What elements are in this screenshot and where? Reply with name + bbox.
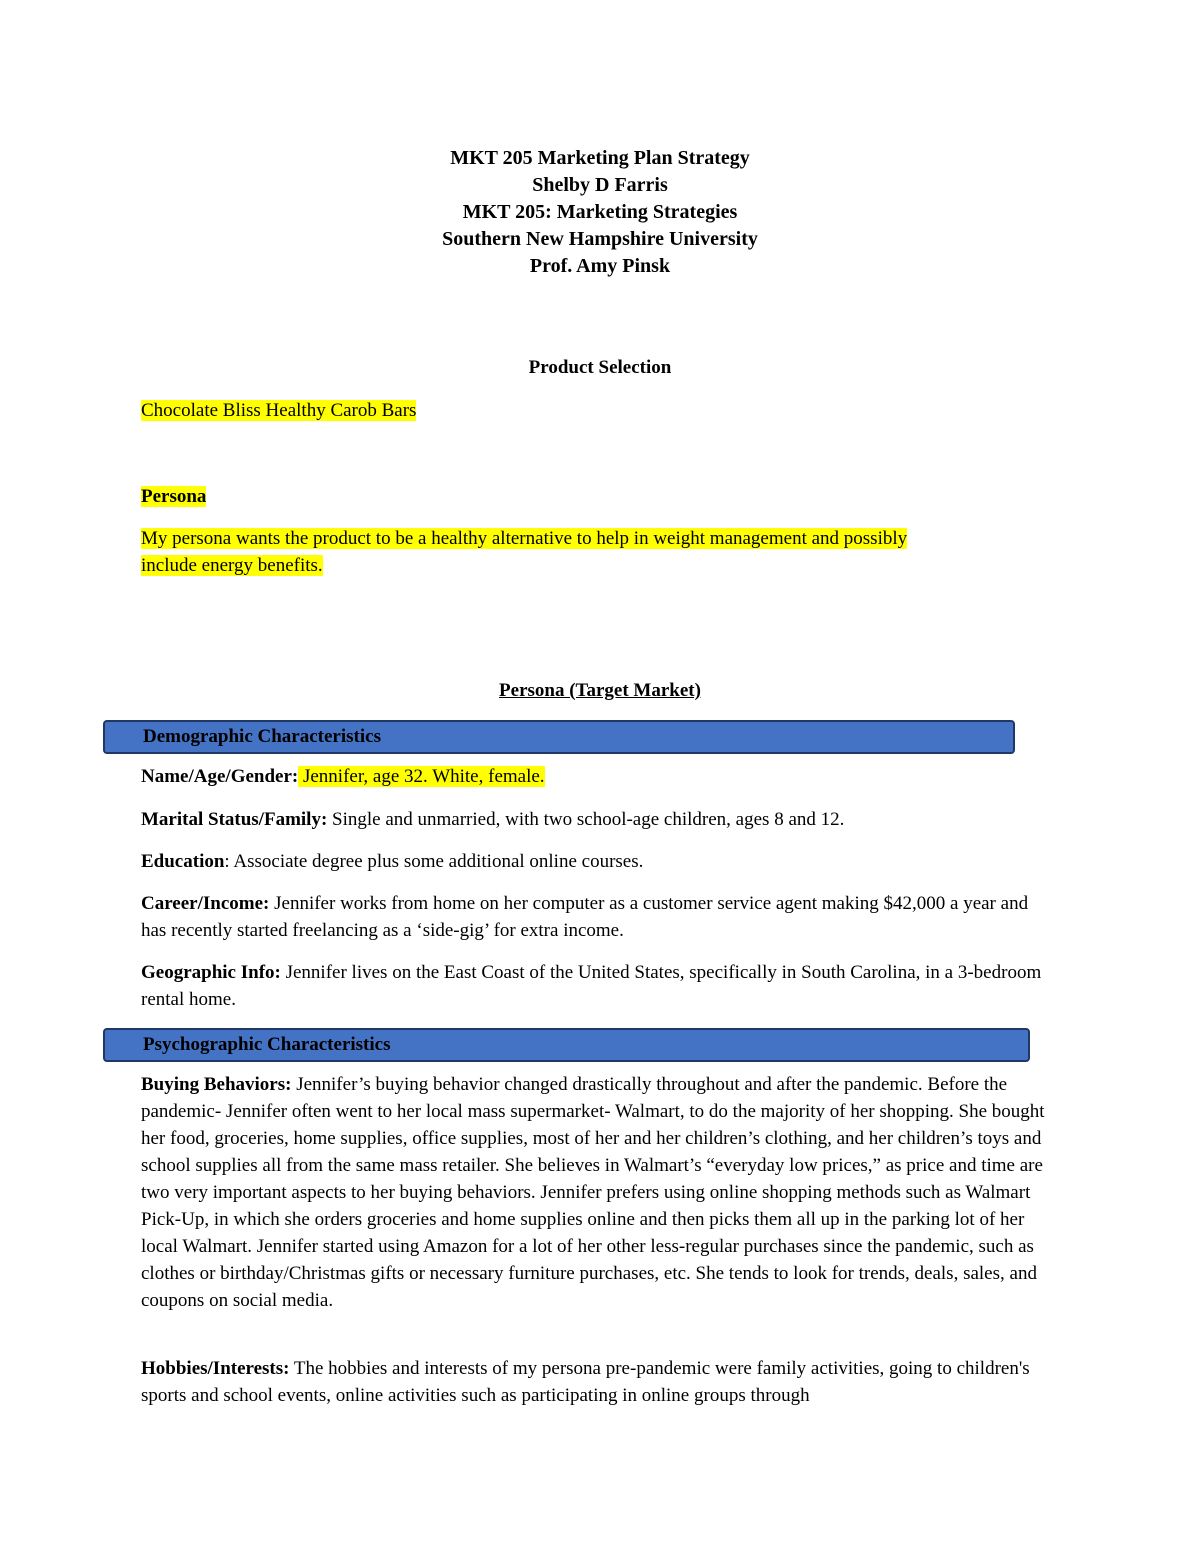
career-value: Jennifer works from home on her computer as a customer service agent making $42,000 a year and has recently started freelancing as a ‘side-gig’ for extra income.	[141, 893, 1029, 941]
hobbies-label: Hobbies/Interests:	[141, 1358, 290, 1379]
name-age-gender-row	[141, 763, 1051, 790]
product-selection-heading: Product Selection	[528, 357, 672, 378]
university-name: Southern New Hampshire University	[442, 228, 758, 250]
marital-label: Marital Status/Family:	[141, 809, 328, 830]
buying-label: Buying Behaviors:	[141, 1074, 292, 1095]
geo-value: Jennifer lives on the East Coast of the United States, specifically in South Carolina, in a 3-bedroom rental home.	[141, 962, 1042, 1010]
document-title: MKT 205 Marketing Plan Strategy	[450, 147, 750, 169]
title-block	[0, 145, 1200, 280]
hobbies-row	[141, 1355, 1051, 1409]
education-row	[141, 848, 1051, 875]
persona-description	[141, 525, 1051, 579]
hobbies-value: The hobbies and interests of my persona pre-pandemic were family activities, going to children's sports and school events, online activities such as participating in online groups through	[141, 1358, 1030, 1406]
author-name: Shelby D Farris	[532, 174, 668, 196]
demographic-band	[103, 720, 1015, 754]
product-name: Chocolate Bliss Healthy Carob Bars	[141, 400, 417, 421]
geographic-row	[141, 959, 1051, 1013]
persona-line-1: My persona wants the product to be a healthy alternative to help in weight management and possibly	[141, 528, 908, 549]
buying-behaviors-row	[141, 1071, 1051, 1314]
marital-value: Single and unmarried, with two school-age children, ages 8 and 12.	[327, 809, 845, 830]
target-market-heading: Persona (Target Market)	[499, 680, 701, 701]
name-label: Name/Age/Gender:	[141, 766, 299, 787]
buying-value: Jennifer’s buying behavior changed drastically throughout and after the pandemic. Before the pandemic- Jennifer often went to her local mass supermarket- Walmart, to do the majority of her shopping. She bought her food, groceries, home supplies, office supplies, most of her and her children’s clothing, and her children’s toys and school supplies all from the same mass retailer. She believes in Walmart’s “everyday low prices,” as price and time are two very important aspects to her buying behaviors. Jennifer prefers using online shopping methods such as Walmart Pick-Up, in which she orders groceries and home supplies online and then picks them all up in the parking lot of her local Walmart. Jennifer started using Amazon for a lot of her other less-regular purchases since the pandemic, such as clothes or birthday/Christmas gifts or necessary furniture purchases, etc. She tends to look for trends, deals, sales, and coupons on social media.	[141, 1074, 1045, 1311]
career-income-row	[141, 890, 1051, 944]
persona-heading: Persona	[141, 486, 207, 507]
persona-heading-block	[141, 483, 1051, 510]
education-value: : Associate degree plus some additional online courses.	[224, 851, 644, 872]
course-name: MKT 205: Marketing Strategies	[462, 201, 738, 223]
geo-label: Geographic Info:	[141, 962, 281, 983]
psychographic-band-label: Psychographic Characteristics	[143, 1034, 391, 1055]
name-value: Jennifer, age 32. White, female.	[298, 766, 545, 787]
professor-name: Prof. Amy Pinsk	[529, 255, 671, 277]
demographic-band-label: Demographic Characteristics	[143, 726, 381, 747]
product-selection-value	[141, 397, 1051, 424]
persona-line-2: include energy benefits.	[141, 555, 323, 576]
marital-status-row	[141, 806, 1051, 833]
education-label: Education	[141, 851, 225, 872]
psychographic-band	[103, 1028, 1030, 1062]
career-label: Career/Income:	[141, 893, 270, 914]
